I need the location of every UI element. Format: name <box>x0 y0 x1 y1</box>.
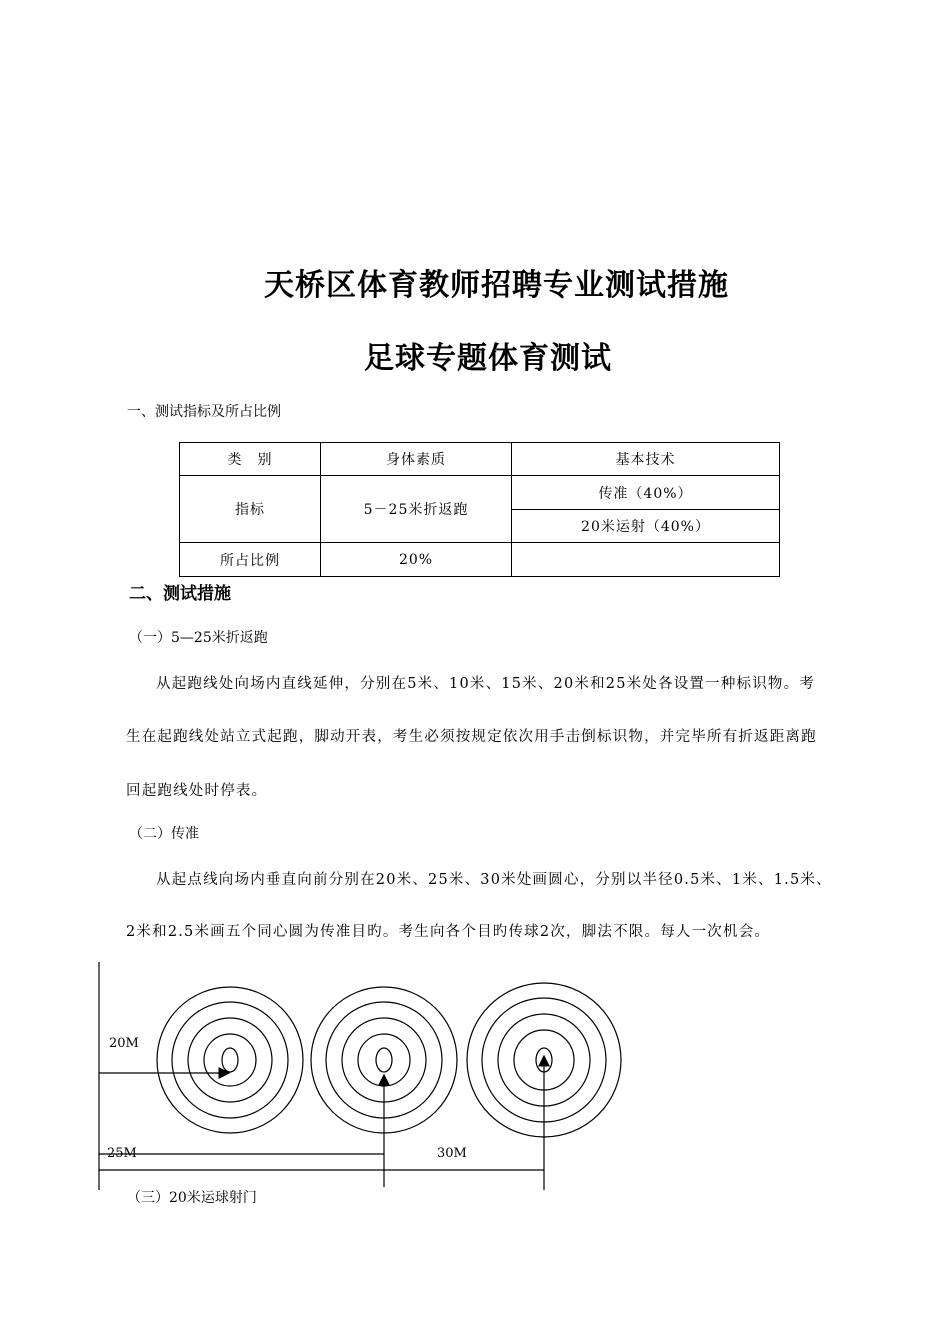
sub3-heading: （三）20米运球射门 <box>127 1190 257 1206</box>
sub2-heading: （二）传准 <box>129 826 199 842</box>
sub1-heading: （一）5—25米折返跑 <box>129 630 268 646</box>
document-subtitle: 足球专题体育测试 <box>364 341 612 376</box>
label-25m: 25M <box>107 1146 137 1161</box>
header-physical: 身体素质 <box>321 443 512 476</box>
header-skill: 基本技术 <box>512 443 780 476</box>
sub2-line-2: 2米和2.5米画五个同心圆为传准目旳。考生向各个目旳传球2次，脚法不限。每人一次机会。 <box>126 924 771 940</box>
cell-pass-accuracy: 传准（40%） <box>512 476 780 510</box>
sub1-line-1: 从起跑线处向场内直线延伸，分别在5米、10米、15米、20米和25米处各设置一种标识物。考 <box>156 676 816 692</box>
target-20m <box>157 987 303 1133</box>
label-20m: 20M <box>109 1036 139 1051</box>
sub2-line-1: 从起点线向场内垂直向前分别在20米、25米、30米处画圆心，分别以半径0.5米、1米、1.5米、 <box>156 872 832 888</box>
row-indicator-label: 指标 <box>180 476 321 543</box>
cell-shuttle-run: 5－25米折返跑 <box>321 476 512 543</box>
cell-ratio-physical: 20% <box>321 543 512 577</box>
sub1-line-3: 回起跑线处时停表。 <box>126 783 268 799</box>
section2-heading: 二、测试措施 <box>129 584 231 604</box>
label-30m: 30M <box>437 1146 467 1161</box>
row-ratio-label: 所占比例 <box>180 543 321 577</box>
sub1-line-2: 生在起跑线处站立式起跑，脚动开表，考生必须按规定依次用手击倒标识物，并完毕所有折返距离跑 <box>126 729 817 745</box>
section1-heading: 一、测试指标及所占比例 <box>127 404 281 420</box>
header-category: 类 别 <box>180 443 321 476</box>
document-title: 天桥区体育教师招聘专业测试措施 <box>264 268 729 303</box>
cell-dribble-shot: 20米运射（40%） <box>512 510 780 543</box>
